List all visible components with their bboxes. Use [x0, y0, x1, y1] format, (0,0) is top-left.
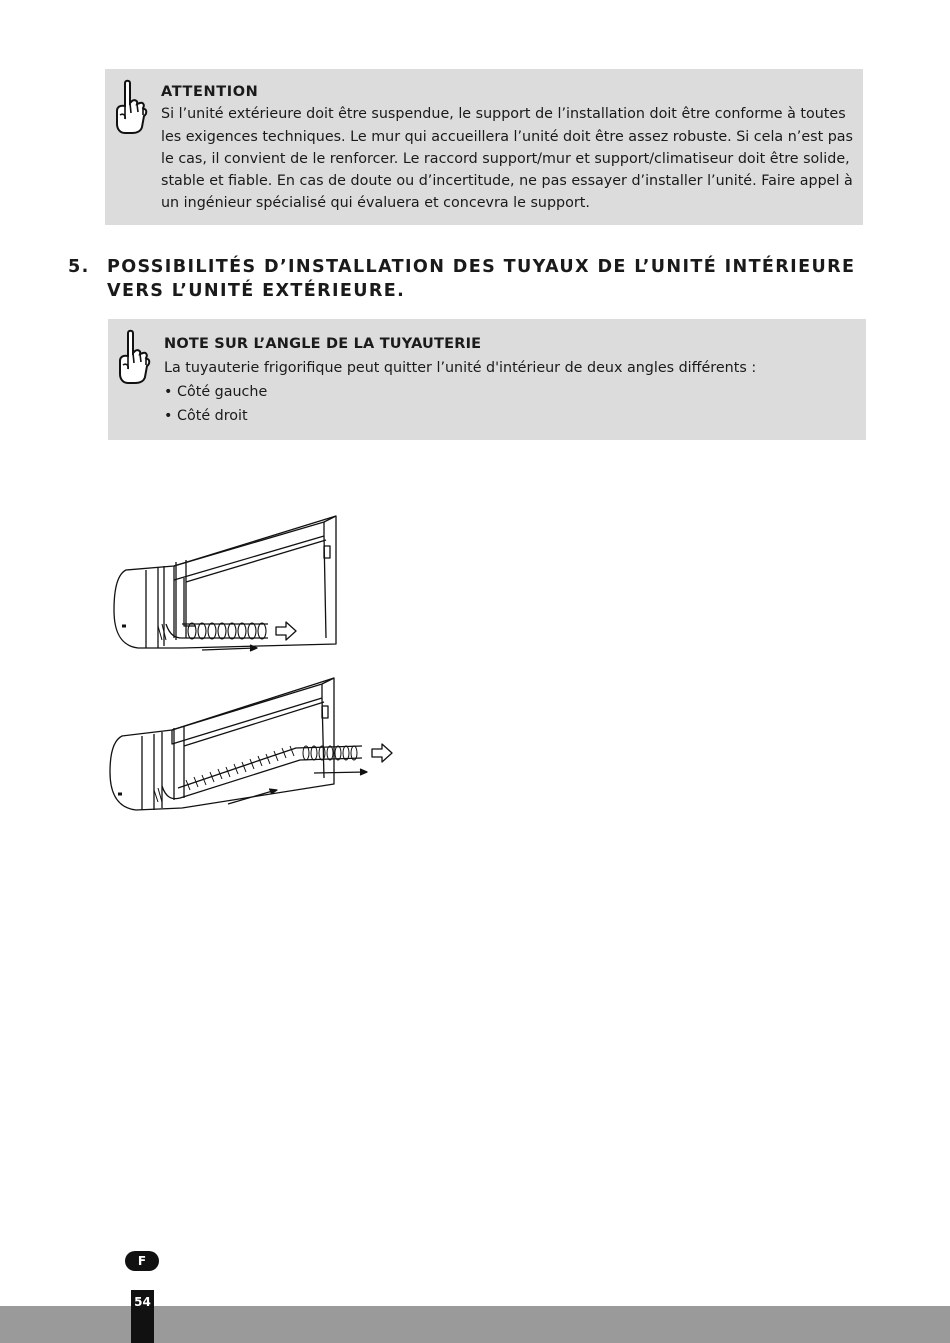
language-badge: F [125, 1251, 159, 1271]
attention-line: les exigences techniques. Le mur qui accueillera l’unité doit être assez robuste. Si cela n’est pas [161, 128, 854, 145]
piping-note-box [108, 319, 866, 440]
piping-angle-illustration [100, 500, 410, 830]
note-list-item: • Côté gauche [164, 384, 268, 400]
note-title: NOTE SUR L’ANGLE DE LA TUYAUTERIE [164, 336, 482, 352]
indoor-unit-left-exit [114, 516, 336, 651]
attention-line: un ingénieur spécialisé qui évaluera et concevra le support. [161, 195, 590, 212]
attention-box [105, 69, 863, 225]
attention-line: Si l’unité extérieure doit être suspendue, le support de l’installation doit être conforme à toutes [161, 106, 846, 123]
attention-line: le cas, il convient de le renforcer. Le raccord support/mur et support/climatiseur doit être solide, [161, 150, 850, 167]
note-list-item: • Côté droit [164, 408, 248, 424]
note-intro: La tuyauterie frigorifique peut quitter l’unité d'intérieur de deux angles différents : [164, 360, 757, 376]
pointing-hand-icon [111, 79, 149, 135]
pointing-hand-icon [114, 329, 152, 385]
section-number: 5. [68, 257, 90, 277]
page-number: 54 [131, 1290, 154, 1343]
attention-title: ATTENTION [161, 84, 259, 100]
indoor-unit-right-exit [110, 678, 392, 810]
attention-line: stable et fiable. En cas de doute ou d’incertitude, ne pas essayer d’installer l’unité. Faire appel à [161, 173, 853, 190]
section-title: POSSIBILITÉS D’INSTALLATION DES TUYAUX DE L’UNITÉ INTÉRIEURE VERS L’UNITÉ EXTÉRIEURE. [107, 257, 856, 301]
